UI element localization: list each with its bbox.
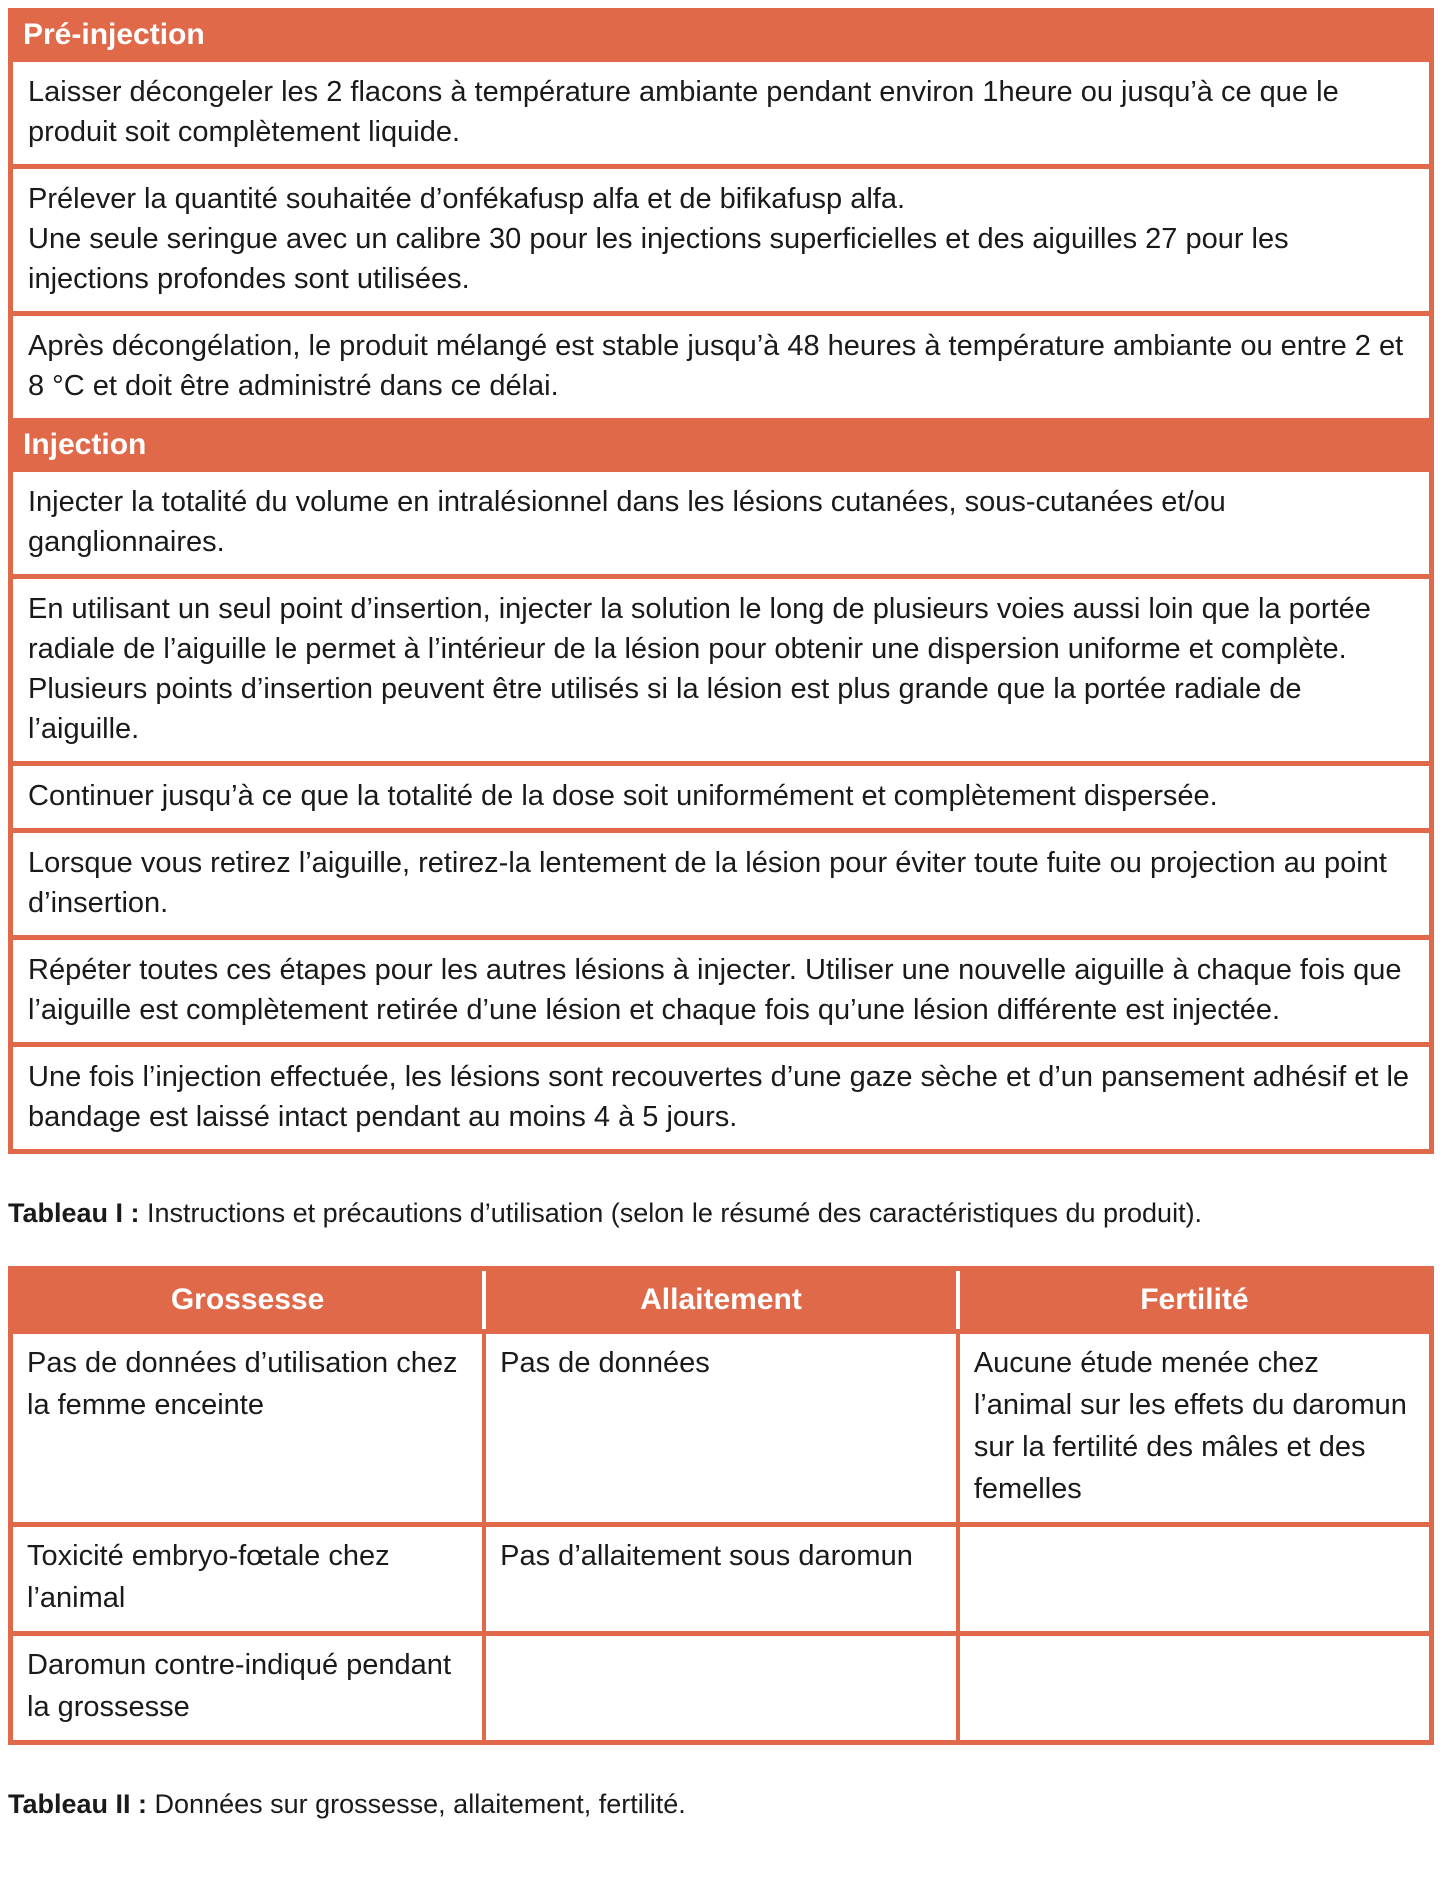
row-text: Continuer jusqu’à ce que la totalité de la dose soit uniformément et complètement dispersée. [28,780,1218,812]
instructions-table [8,8,1434,1154]
table-cell [958,1525,1432,1634]
column-header-fertilite: Fertilité [958,1269,1432,1332]
table2-caption [8,1787,1434,1821]
table-row [11,1634,1432,1743]
row-text: Une fois l’injection effectuée, les lésions sont recouvertes d’une gaze sèche et d’un pansement adhésif et le bandage est laissé intact pendant au moins 4 à 5 jours. [28,1061,1410,1133]
caption-text: Instructions et précautions d’utilisation (selon le résumé des caractéristiques du produit). [139,1198,1203,1228]
table-cell: Pas de données [484,1332,958,1525]
table-row [13,311,1429,418]
row-text: En utilisant un seul point d’insertion, injecter la solution le long de plusieurs voies aussi loin que la portée radiale de l’aiguille le permet à l’intérieur de la lésion pour obtenir une dispersion uniforme et complète. Plusieurs points d’insertion peuvent être utilisés si la lésion est plus grande que la portée radiale de l’aiguille. [28,593,1371,745]
row-text: Lorsque vous retirez l’aiguille, retirez-la lentement de la lésion pour éviter toute fuite ou projection au point d’insertion. [28,847,1387,919]
table-row [11,1332,1432,1525]
column-header-grossesse: Grossesse [11,1269,485,1332]
caption-label: Tableau I : [8,1198,140,1228]
table-row [13,761,1429,828]
caption-label: Tableau II : [8,1789,148,1819]
section-header-injection: Injection [8,418,1434,472]
table-row [13,164,1429,311]
column-header-allaitement: Allaitement [484,1269,958,1332]
table-cell [484,1634,958,1743]
pregnancy-table [8,1266,1434,1745]
table-row [13,574,1429,761]
table-cell: Toxicité embryo-fœtale chez l’animal [11,1525,485,1634]
table-row [13,1042,1429,1149]
row-text: Une seule seringue avec un calibre 30 pour les injections superficielles et des aiguilles 27 pour les injections profondes sont utilisées. [28,223,1289,295]
table-cell: Pas d’allaitement sous daromun [484,1525,958,1634]
table-row [13,62,1429,164]
table1-caption [8,1196,1434,1230]
row-text: Injecter la totalité du volume en intralésionnel dans les lésions cutanées, sous-cutanées et/ou ganglionnaires. [28,486,1226,558]
table-cell: Daromun contre-indiqué pendant la grossesse [11,1634,485,1743]
caption-text: Données sur grossesse, allaitement, fertilité. [147,1789,686,1819]
table-cell: Aucune étude menée chez l’animal sur les effets du daromun sur la fertilité des mâles et des femelles [958,1332,1432,1525]
row-text: Laisser décongeler les 2 flacons à température ambiante pendant environ 1heure ou jusqu’à ce que le produit soit complètement liquide. [28,76,1339,148]
table-cell: Pas de données d’utilisation chez la femme enceinte [11,1332,485,1525]
row-text: Après décongélation, le produit mélangé est stable jusqu’à 48 heures à température ambiante ou entre 2 et 8 °C et doit être administré dans ce délai. [28,330,1404,402]
header-row [11,1269,1432,1332]
table-cell [958,1634,1432,1743]
table-row [13,472,1429,574]
row-text: Prélever la quantité souhaitée d’onfékafusp alfa et de bifikafusp alfa. [28,183,906,215]
section-header-pre-injection: Pré-injection [8,8,1434,62]
row-text: Répéter toutes ces étapes pour les autres lésions à injecter. Utiliser une nouvelle aiguille à chaque fois que l’aiguille est complètement retirée d’une lésion et chaque fois qu’une lésion différente est injectée. [28,954,1402,1026]
table-row [11,1525,1432,1634]
table-row [13,828,1429,935]
table-row [13,935,1429,1042]
